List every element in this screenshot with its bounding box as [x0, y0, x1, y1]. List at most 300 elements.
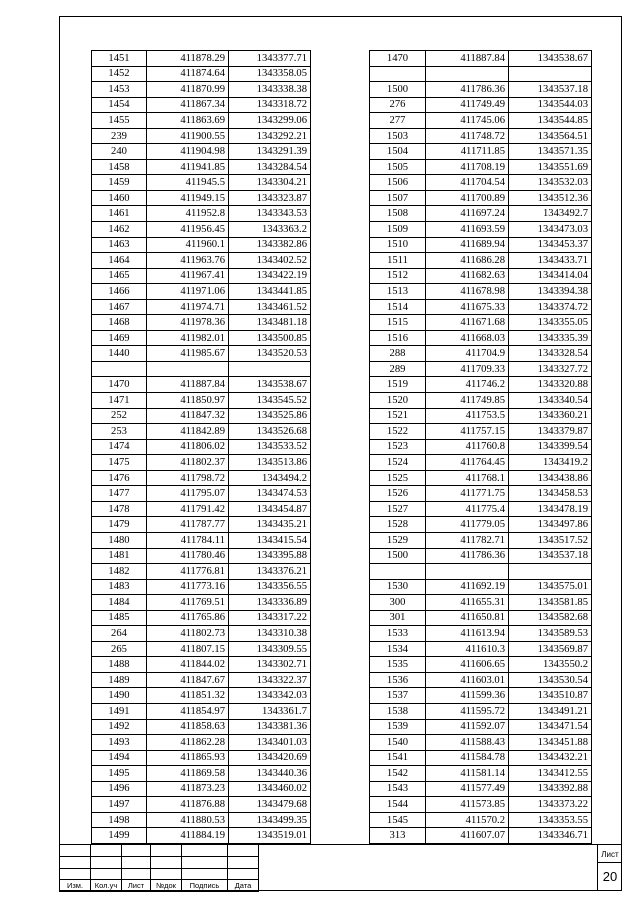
table-row — [370, 237, 592, 253]
y-coordinate: 1343589.53 — [509, 626, 592, 642]
x-coordinate: 411769.51 — [147, 595, 229, 611]
table-row — [92, 299, 311, 315]
x-coordinate: 411650.81 — [426, 610, 509, 626]
y-coordinate: 1343336.89 — [229, 595, 311, 611]
table-row — [92, 222, 311, 238]
y-coordinate: 1343569.87 — [509, 641, 592, 657]
sheet-number: 20 — [602, 869, 618, 884]
header-sheet: Лист — [122, 880, 151, 892]
table-row — [370, 579, 592, 595]
table-row — [92, 735, 311, 751]
table-row — [92, 517, 311, 533]
table-row — [370, 393, 592, 409]
point-number: 1503 — [370, 128, 426, 144]
y-coordinate: 1343474.53 — [229, 486, 311, 502]
point-number: 276 — [370, 97, 426, 113]
y-coordinate: 1343340.54 — [509, 393, 592, 409]
point-number: 1495 — [92, 766, 147, 782]
y-coordinate — [509, 564, 592, 580]
y-coordinate: 1343342.03 — [229, 688, 311, 704]
table-row — [370, 97, 592, 113]
point-number: 1466 — [92, 284, 147, 300]
x-coordinate: 411757.15 — [426, 424, 509, 440]
x-coordinate: 411775.4 — [426, 501, 509, 517]
y-coordinate: 1343575.01 — [509, 579, 592, 595]
point-number: 301 — [370, 610, 426, 626]
table-row — [370, 113, 592, 129]
table-row — [92, 455, 311, 471]
table-row — [92, 253, 311, 269]
point-number: 1536 — [370, 672, 426, 688]
point-number: 1485 — [92, 610, 147, 626]
x-coordinate: 411874.64 — [147, 66, 229, 82]
table-row — [92, 190, 311, 206]
x-coordinate: 411971.06 — [147, 284, 229, 300]
point-number: 1465 — [92, 268, 147, 284]
header-quantity: Кол.уч — [91, 880, 122, 892]
y-coordinate: 1343500.85 — [229, 330, 311, 346]
table-row — [92, 470, 311, 486]
x-coordinate: 411686.28 — [426, 253, 509, 269]
revision-table — [59, 844, 259, 892]
table-row — [92, 330, 311, 346]
point-number: 1530 — [370, 579, 426, 595]
x-coordinate: 411768.1 — [426, 470, 509, 486]
point-number: 1479 — [92, 517, 147, 533]
y-coordinate: 1343513.86 — [229, 455, 311, 471]
table-row — [370, 253, 592, 269]
point-number: 1525 — [370, 470, 426, 486]
y-coordinate: 1343302.71 — [229, 657, 311, 673]
y-coordinate: 1343420.69 — [229, 750, 311, 766]
y-coordinate: 1343441.85 — [229, 284, 311, 300]
x-coordinate: 411807.15 — [147, 641, 229, 657]
x-coordinate: 411782.71 — [426, 532, 509, 548]
table-row — [370, 595, 592, 611]
x-coordinate: 411584.78 — [426, 750, 509, 766]
point-number: 1491 — [92, 703, 147, 719]
y-coordinate: 1343361.7 — [229, 703, 311, 719]
y-coordinate: 1343363.2 — [229, 222, 311, 238]
x-coordinate: 411573.85 — [426, 797, 509, 813]
x-coordinate: 411887.84 — [426, 51, 509, 67]
table-row — [370, 82, 592, 98]
y-coordinate: 1343497.86 — [509, 517, 592, 533]
y-coordinate: 1343435.21 — [229, 517, 311, 533]
table-row — [92, 797, 311, 813]
table-row — [92, 97, 311, 113]
x-coordinate: 411802.73 — [147, 626, 229, 642]
y-coordinate: 1343353.55 — [509, 812, 592, 828]
point-number — [370, 66, 426, 82]
table-row — [370, 190, 592, 206]
y-coordinate: 1343526.68 — [229, 424, 311, 440]
point-number: 240 — [92, 144, 147, 160]
point-number: 1515 — [370, 315, 426, 331]
point-number: 1513 — [370, 284, 426, 300]
table-row — [370, 719, 592, 735]
x-coordinate: 411795.07 — [147, 486, 229, 502]
coordinates-table-right — [369, 50, 592, 844]
title-block — [59, 844, 622, 891]
point-number: 1476 — [92, 470, 147, 486]
y-coordinate: 1343309.55 — [229, 641, 311, 657]
y-coordinate: 1343327.72 — [509, 361, 592, 377]
table-row — [370, 626, 592, 642]
y-coordinate: 1343460.02 — [229, 781, 311, 797]
x-coordinate: 411693.59 — [426, 222, 509, 238]
table-row — [370, 439, 592, 455]
x-coordinate: 411851.32 — [147, 688, 229, 704]
point-number: 239 — [92, 128, 147, 144]
x-coordinate: 411945.5 — [147, 175, 229, 191]
table-row — [92, 206, 311, 222]
x-coordinate: 411760.8 — [426, 439, 509, 455]
y-coordinate: 1343525.86 — [229, 408, 311, 424]
table-row — [370, 781, 592, 797]
table-row — [370, 361, 592, 377]
x-coordinate: 411595.72 — [426, 703, 509, 719]
table-row — [92, 688, 311, 704]
x-coordinate: 411581.14 — [426, 766, 509, 782]
y-coordinate: 1343377.71 — [229, 51, 311, 67]
y-coordinate: 1343310.38 — [229, 626, 311, 642]
y-coordinate: 1343381.36 — [229, 719, 311, 735]
x-coordinate: 411570.2 — [426, 812, 509, 828]
y-coordinate — [229, 361, 311, 377]
x-coordinate: 411865.93 — [147, 750, 229, 766]
table-row — [92, 315, 311, 331]
y-coordinate: 1343414.04 — [509, 268, 592, 284]
table-row — [92, 564, 311, 580]
point-number: 1538 — [370, 703, 426, 719]
x-coordinate: 411870.99 — [147, 82, 229, 98]
table-row — [370, 128, 592, 144]
y-coordinate: 1343317.22 — [229, 610, 311, 626]
point-number: 1498 — [92, 812, 147, 828]
y-coordinate: 1343581.85 — [509, 595, 592, 611]
point-number: 1500 — [370, 548, 426, 564]
table-row — [92, 501, 311, 517]
x-coordinate: 411963.76 — [147, 253, 229, 269]
x-coordinate: 411776.81 — [147, 564, 229, 580]
y-coordinate: 1343360.21 — [509, 408, 592, 424]
y-coordinate: 1343582.68 — [509, 610, 592, 626]
point-number: 1454 — [92, 97, 147, 113]
y-coordinate: 1343299.06 — [229, 113, 311, 129]
x-coordinate: 411592.07 — [426, 719, 509, 735]
y-coordinate: 1343395.88 — [229, 548, 311, 564]
x-coordinate: 411842.89 — [147, 424, 229, 440]
x-coordinate: 411850.97 — [147, 393, 229, 409]
y-coordinate: 1343519.01 — [229, 828, 311, 844]
x-coordinate: 411765.86 — [147, 610, 229, 626]
x-coordinate: 411791.42 — [147, 501, 229, 517]
y-coordinate: 1343532.03 — [509, 175, 592, 191]
y-coordinate: 1343320.88 — [509, 377, 592, 393]
table-row — [370, 299, 592, 315]
x-coordinate: 411967.41 — [147, 268, 229, 284]
y-coordinate: 1343318.72 — [229, 97, 311, 113]
table-row — [370, 610, 592, 626]
point-number: 1500 — [370, 82, 426, 98]
x-coordinate: 411711.85 — [426, 144, 509, 160]
table-row — [370, 284, 592, 300]
y-coordinate: 1343492.7 — [509, 206, 592, 222]
y-coordinate: 1343451.88 — [509, 735, 592, 751]
point-number: 1534 — [370, 641, 426, 657]
point-number: 1484 — [92, 595, 147, 611]
x-coordinate: 411675.33 — [426, 299, 509, 315]
point-number: 252 — [92, 408, 147, 424]
point-number: 1460 — [92, 190, 147, 206]
y-coordinate: 1343453.37 — [509, 237, 592, 253]
x-coordinate: 411773.16 — [147, 579, 229, 595]
point-number: 253 — [92, 424, 147, 440]
table-row — [370, 222, 592, 238]
table-row — [370, 548, 592, 564]
point-number: 1470 — [370, 51, 426, 67]
point-number: 1542 — [370, 766, 426, 782]
y-coordinate: 1343338.38 — [229, 82, 311, 98]
x-coordinate: 411900.55 — [147, 128, 229, 144]
sheet-label: Лист — [601, 850, 619, 859]
point-number: 1463 — [92, 237, 147, 253]
table-row — [92, 175, 311, 191]
header-change: Изм. — [60, 880, 91, 892]
point-number: 1508 — [370, 206, 426, 222]
x-coordinate: 411780.46 — [147, 548, 229, 564]
point-number: 1469 — [92, 330, 147, 346]
point-number: 1455 — [92, 113, 147, 129]
y-coordinate: 1343458.53 — [509, 486, 592, 502]
x-coordinate: 411748.72 — [426, 128, 509, 144]
table-row — [370, 424, 592, 440]
point-number: 1516 — [370, 330, 426, 346]
y-coordinate: 1343512.36 — [509, 190, 592, 206]
x-coordinate: 411692.19 — [426, 579, 509, 595]
point-number: 1512 — [370, 268, 426, 284]
x-coordinate: 411941.85 — [147, 159, 229, 175]
table-row — [92, 144, 311, 160]
x-coordinate — [426, 564, 509, 580]
table-row — [92, 361, 311, 377]
point-number: 1480 — [92, 532, 147, 548]
table-row — [92, 393, 311, 409]
table-row — [92, 424, 311, 440]
table-row — [370, 159, 592, 175]
y-coordinate: 1343517.52 — [509, 532, 592, 548]
y-coordinate: 1343355.05 — [509, 315, 592, 331]
y-coordinate: 1343538.67 — [229, 377, 311, 393]
point-number: 1458 — [92, 159, 147, 175]
y-coordinate: 1343471.54 — [509, 719, 592, 735]
point-number: 1470 — [92, 377, 147, 393]
y-coordinate: 1343394.38 — [509, 284, 592, 300]
table-row — [92, 641, 311, 657]
x-coordinate: 411982.01 — [147, 330, 229, 346]
x-coordinate: 411689.94 — [426, 237, 509, 253]
x-coordinate: 411671.68 — [426, 315, 509, 331]
y-coordinate: 1343544.85 — [509, 113, 592, 129]
point-number: 1467 — [92, 299, 147, 315]
x-coordinate: 411709.33 — [426, 361, 509, 377]
x-coordinate — [147, 361, 229, 377]
y-coordinate: 1343481.18 — [229, 315, 311, 331]
y-coordinate: 1343382.86 — [229, 237, 311, 253]
x-coordinate: 411858.63 — [147, 719, 229, 735]
x-coordinate: 411655.31 — [426, 595, 509, 611]
y-coordinate: 1343538.67 — [509, 51, 592, 67]
x-coordinate: 411786.36 — [426, 82, 509, 98]
x-coordinate: 411876.88 — [147, 797, 229, 813]
table-row — [370, 144, 592, 160]
y-coordinate: 1343422.19 — [229, 268, 311, 284]
y-coordinate: 1343454.87 — [229, 501, 311, 517]
y-coordinate: 1343304.21 — [229, 175, 311, 191]
x-coordinate: 411869.58 — [147, 766, 229, 782]
y-coordinate: 1343322.37 — [229, 672, 311, 688]
table-row — [92, 548, 311, 564]
table-row — [370, 812, 592, 828]
table-row — [370, 797, 592, 813]
x-coordinate: 411952.8 — [147, 206, 229, 222]
x-coordinate: 411749.49 — [426, 97, 509, 113]
y-coordinate: 1343358.05 — [229, 66, 311, 82]
y-coordinate: 1343343.53 — [229, 206, 311, 222]
x-coordinate: 411960.1 — [147, 237, 229, 253]
point-number: 1539 — [370, 719, 426, 735]
y-coordinate: 1343530.54 — [509, 672, 592, 688]
point-number: 1544 — [370, 797, 426, 813]
y-coordinate: 1343401.03 — [229, 735, 311, 751]
table-row — [370, 470, 592, 486]
y-coordinate: 1343537.18 — [509, 548, 592, 564]
table-row — [92, 657, 311, 673]
point-number: 1499 — [92, 828, 147, 844]
point-number: 1492 — [92, 719, 147, 735]
point-number: 1510 — [370, 237, 426, 253]
x-coordinate: 411682.63 — [426, 268, 509, 284]
table-row — [370, 455, 592, 471]
point-number: 1533 — [370, 626, 426, 642]
table-row — [92, 610, 311, 626]
y-coordinate: 1343346.71 — [509, 828, 592, 844]
table-row — [92, 703, 311, 719]
x-coordinate: 411708.19 — [426, 159, 509, 175]
point-number: 1451 — [92, 51, 147, 67]
point-number: 1545 — [370, 812, 426, 828]
y-coordinate: 1343402.52 — [229, 253, 311, 269]
y-coordinate: 1343550.2 — [509, 657, 592, 673]
x-coordinate — [426, 66, 509, 82]
point-number: 300 — [370, 595, 426, 611]
table-row — [370, 735, 592, 751]
point-number: 1474 — [92, 439, 147, 455]
point-number: 1497 — [92, 797, 147, 813]
x-coordinate: 411745.06 — [426, 113, 509, 129]
y-coordinate: 1343564.51 — [509, 128, 592, 144]
point-number: 1523 — [370, 439, 426, 455]
table-row — [370, 206, 592, 222]
y-coordinate: 1343545.52 — [229, 393, 311, 409]
table-row — [370, 672, 592, 688]
point-number: 1475 — [92, 455, 147, 471]
x-coordinate: 411884.19 — [147, 828, 229, 844]
table-row — [92, 766, 311, 782]
table-row — [370, 377, 592, 393]
table-row — [92, 750, 311, 766]
y-coordinate: 1343433.71 — [509, 253, 592, 269]
x-coordinate: 411697.24 — [426, 206, 509, 222]
table-row — [92, 781, 311, 797]
x-coordinate: 411603.01 — [426, 672, 509, 688]
table-row — [92, 828, 311, 844]
point-number: 1527 — [370, 501, 426, 517]
table-row — [92, 284, 311, 300]
point-number: 1468 — [92, 315, 147, 331]
point-number: 1521 — [370, 408, 426, 424]
x-coordinate: 411577.49 — [426, 781, 509, 797]
point-number: 1504 — [370, 144, 426, 160]
y-coordinate — [509, 66, 592, 82]
x-coordinate: 411613.94 — [426, 626, 509, 642]
table-row — [370, 408, 592, 424]
point-number: 1453 — [92, 82, 147, 98]
x-coordinate: 411847.32 — [147, 408, 229, 424]
x-coordinate: 411704.54 — [426, 175, 509, 191]
x-coordinate: 411847.67 — [147, 672, 229, 688]
table-row — [370, 501, 592, 517]
table-row — [92, 377, 311, 393]
y-coordinate: 1343379.87 — [509, 424, 592, 440]
y-coordinate: 1343356.55 — [229, 579, 311, 595]
x-coordinate: 411610.3 — [426, 641, 509, 657]
table-row — [92, 128, 311, 144]
y-coordinate: 1343478.19 — [509, 501, 592, 517]
table-row — [370, 175, 592, 191]
table-row — [370, 517, 592, 533]
point-number: 1535 — [370, 657, 426, 673]
y-coordinate: 1343571.35 — [509, 144, 592, 160]
revision-header-row — [60, 880, 259, 892]
y-coordinate: 1343440.36 — [229, 766, 311, 782]
x-coordinate: 411862.28 — [147, 735, 229, 751]
table-row — [370, 66, 592, 82]
x-coordinate: 411878.29 — [147, 51, 229, 67]
y-coordinate: 1343373.22 — [509, 797, 592, 813]
table-row — [370, 828, 592, 844]
x-coordinate: 411786.36 — [426, 548, 509, 564]
table-row — [92, 346, 311, 362]
point-number: 1506 — [370, 175, 426, 191]
x-coordinate: 411784.11 — [147, 532, 229, 548]
point-number: 1543 — [370, 781, 426, 797]
table-row — [92, 532, 311, 548]
x-coordinate: 411700.89 — [426, 190, 509, 206]
table-row — [92, 51, 311, 67]
table-row — [92, 66, 311, 82]
y-coordinate: 1343479.68 — [229, 797, 311, 813]
point-number: 1524 — [370, 455, 426, 471]
table-row — [370, 750, 592, 766]
y-coordinate: 1343284.54 — [229, 159, 311, 175]
y-coordinate: 1343537.18 — [509, 82, 592, 98]
y-coordinate: 1343473.03 — [509, 222, 592, 238]
point-number: 1459 — [92, 175, 147, 191]
x-coordinate: 411606.65 — [426, 657, 509, 673]
y-coordinate: 1343499.35 — [229, 812, 311, 828]
